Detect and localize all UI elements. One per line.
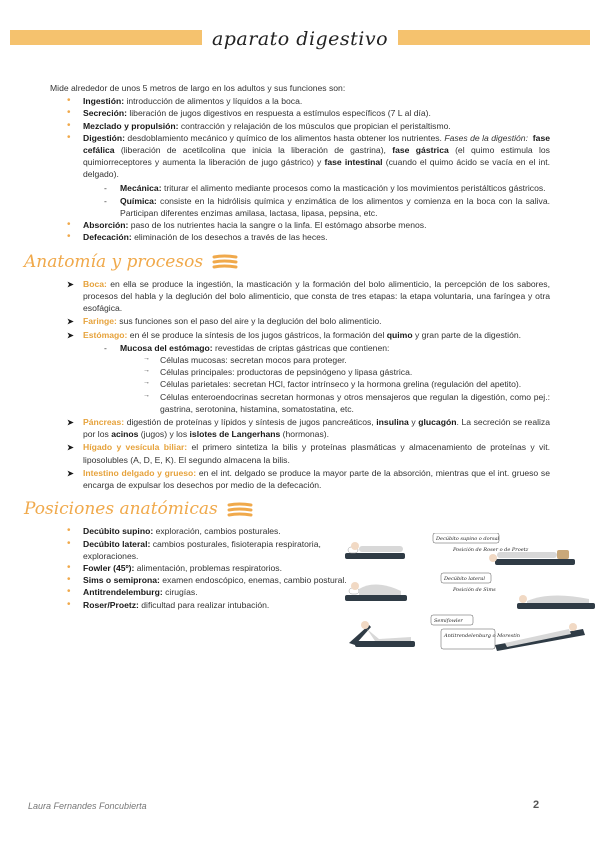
label-roser: Posición de Roser o de Proetz	[453, 547, 529, 554]
page-title	[0, 26, 600, 53]
title-text: aparato digestivo	[202, 28, 398, 50]
content	[24, 82, 551, 640]
label-sims: Posición de Sims	[453, 587, 496, 594]
position-list	[50, 525, 350, 610]
positions-illustration	[345, 533, 597, 661]
position-lateral: • Decúbito lateral: cambios posturales, fisioterapia respiratoria, exploraciones.	[50, 538, 350, 562]
rays-icon	[212, 254, 238, 270]
rays-icon	[227, 502, 253, 518]
position-sims: • Sims o semiprona: examen endoscópico, enemas, cambio postural.	[50, 574, 350, 586]
organ-boca: ➤ Boca: en ella se produce la ingestión, la masticación y la formación del bolo alimenticio, la percepción de los sabores, procesos del habla y la deglución del bolo alimenticio, que consta de tres etapas: la etapa voluntaria, una faríngea y otra esofágica.	[67, 278, 550, 314]
function-defecation: • Defecación: eliminación de los desechos a través de las heces.	[50, 231, 550, 243]
arrow-right-icon: →	[143, 391, 150, 399]
digestion-chemical: - Química: consiste en la hidrólisis química y enzimática de los alimentos y comienza en la boca con la saliva. Participan diferentes enzimas amilasa, lactasa, lipasa, pepsina, etc.	[104, 195, 550, 219]
organ-list	[50, 278, 550, 491]
cell-enteroendocrinas: → Células enteroendocrinas secretan hormonas y otros mensajeros que regulan la digestión, como pej.: gastrina, serotonina, histamina, somatostatina, etc.	[143, 391, 550, 414]
page-number: 2	[533, 799, 540, 811]
label-lateral: Decúbito lateral	[444, 576, 485, 583]
chevron-right-icon: ➤	[67, 279, 74, 289]
function-list	[50, 95, 550, 243]
sims-figure	[517, 595, 595, 609]
digestion-mechanical: - Mecánica: triturar el alimento mediante procesos como la masticación y los movimientos peristálticos gástricos.	[104, 182, 546, 193]
position-supino: • Decúbito supino: exploración, cambios posturales.	[50, 525, 350, 537]
label-supino: Decúbito supino o dorsal	[436, 536, 500, 543]
positions-block	[50, 525, 550, 640]
organ-pancreas: ➤ Páncreas: digestión de proteínas y lípidos y síntesis de jugos pancreáticos, insulina y glucagón. La secreción se realiza por los acinos (jugos) y los islotes de Langerhans (hormonas).	[67, 417, 550, 440]
lateral-figure	[345, 582, 407, 601]
chevron-right-icon: ➤	[67, 443, 74, 453]
cell-mucosas: → Células mucosas: secretan mocos para proteger.	[143, 354, 347, 365]
section-positions-title: Posiciones anatómicas	[24, 497, 550, 521]
chevron-right-icon: ➤	[67, 330, 74, 340]
position-roser: • Roser/Proetz: dificultad para realizar intubación.	[50, 599, 350, 611]
arrow-right-icon: →	[143, 354, 150, 362]
cell-principales: → Células principales: productoras de pepsinógeno y lipasa gástrica.	[143, 367, 413, 378]
arrow-right-icon: →	[143, 367, 150, 375]
intro-text: Mide alrededor de unos 5 metros de largo en los adultos y sus funciones son:	[50, 83, 346, 93]
cell-parietales: → Células parietales: secretan HCl, factor intrínseco y la hormona grelina (regulación del apetito).	[143, 379, 522, 390]
label-antitrendelenburg: Antitrendelenburg o Morestin	[444, 633, 521, 640]
chevron-right-icon: ➤	[67, 468, 74, 478]
chevron-right-icon: ➤	[67, 317, 74, 327]
supine-figure	[345, 542, 405, 559]
section-anatomy-title: Anatomía y procesos	[24, 250, 550, 274]
function-absorption: • Absorción: paso de los nutrientes hacia la sangre o la linfa. El estómago absorbe menos.	[50, 219, 550, 231]
function-secretion: • Secreción: liberación de jugos digestivos en respuesta a estímulos específicos (7 L al día).	[50, 107, 550, 119]
footer-author: Laura Fernandes Foncubierta	[28, 801, 147, 811]
function-ingestion: • Ingestión: introducción de alimentos y líquidos a la boca.	[50, 95, 550, 107]
label-semifowler: Semifowler	[434, 618, 463, 625]
position-antitrendelemburg: • Antitrendelemburg: cirugías.	[50, 586, 350, 598]
organ-higado: ➤ Hígado y vesícula biliar: el primero sintetiza la bilis y proteínas plasmáticas y almacenamiento de proteínas y vit. liposolubles (A, D, E, K). El segundo almacena la bilis.	[67, 442, 550, 465]
function-mixing: • Mezclado y propulsión: contracción y relajación de los músculos que propician el peristaltismo.	[50, 120, 550, 132]
organ-estomago: ➤ Estómago: en él se produce la síntesis de los jugos gástricos, la formación del quimo y gran parte de la digestión.	[67, 329, 522, 340]
fowler-figure	[349, 621, 415, 647]
organ-faringe: ➤ Faringe: sus funciones son el paso del aire y la deglución del bolo alimenticio.	[67, 316, 382, 327]
function-digestion: • Digestión: desdoblamiento mecánico y químico de los alimentos hasta obtener los nutrientes. Fases de la digestión: fase cefálica (liberación de acetilcolina que inicia la liberación de gastrina), fase gástrica (el quimo estimula los quimiorreceptores y aumenta la liberación de jugo gástrico) y fase intestinal (cuando el quimo ácido se vacía en el int. delgado).	[50, 132, 550, 181]
position-fowler: • Fowler (45º): alimentación, problemas respiratorios.	[50, 562, 350, 574]
arrow-right-icon: →	[143, 379, 150, 387]
organ-intestino: ➤ Intestino delgado y grueso: en el int. delgado se produce la mayor parte de la absorción, mientras que el int. grueso se encarga de expulsar los desechos por medio de la defecación.	[67, 467, 550, 491]
chevron-right-icon: ➤	[67, 418, 74, 427]
stomach-mucosa: - Mucosa del estómago: revestidas de criptas gástricas que contienen:	[104, 342, 390, 353]
